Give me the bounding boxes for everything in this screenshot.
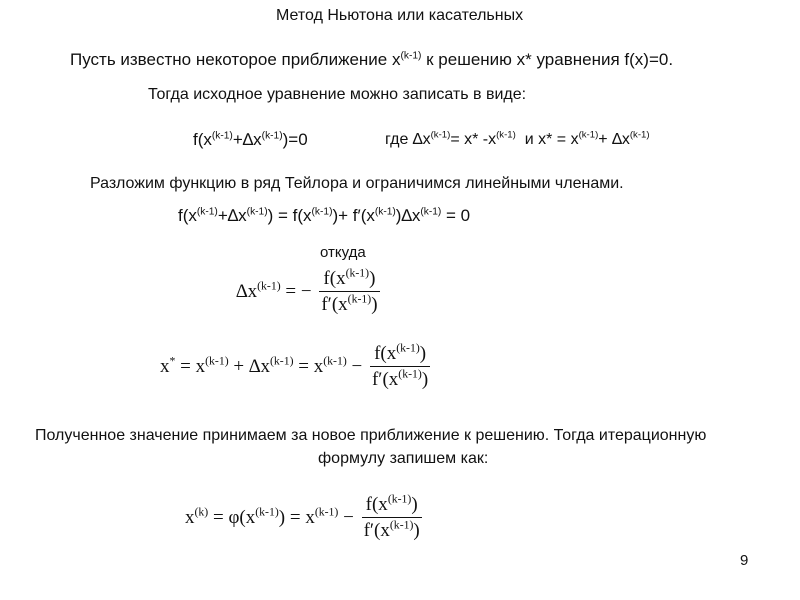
equation-3 — [236, 268, 383, 316]
eq2-part: = 0 — [441, 206, 471, 225]
eq3-eq: = − — [280, 281, 312, 302]
eq5-den: f′(x — [363, 520, 390, 541]
eq5-part: = φ(x — [208, 507, 256, 528]
eq2-sup: (k-1) — [420, 206, 442, 218]
eq2-part: )+ f′(x — [332, 206, 375, 225]
eq5-num-end: ) — [411, 494, 418, 515]
eq4-num: f(x — [374, 343, 397, 364]
eq2-part: +∆x — [217, 206, 247, 225]
eq2-part: ) = f(x — [267, 206, 312, 225]
eq1-sup: (k-1) — [261, 130, 283, 142]
eq3-num: f(x — [323, 268, 346, 289]
iteration-line: Полученное значение принимаем за новое приближение к решению. Тогда итерационную — [35, 427, 707, 444]
eq4-num-sup: (k-1) — [396, 341, 420, 355]
eq2-sup: (k-1) — [311, 206, 333, 218]
eq3-lhs: ∆x — [236, 281, 258, 302]
eq1-part: +∆x — [232, 130, 262, 149]
page-number: 9 — [740, 552, 749, 569]
eq4-sup: (k-1) — [205, 354, 229, 368]
eq3-fraction — [319, 268, 379, 316]
where-part: где ∆x — [385, 131, 431, 148]
eq1-part: )=0 — [282, 130, 308, 149]
eq2-part: )∆x — [395, 206, 421, 225]
eq4-fraction — [370, 343, 430, 391]
equation-4 — [160, 343, 433, 391]
eq4-part: = x — [293, 356, 324, 377]
eq2-sup: (k-1) — [246, 206, 268, 218]
eq1-part: f(x — [193, 130, 212, 149]
rewrite-line: Тогда исходное уравнение можно записать в виде: — [148, 86, 527, 103]
intro-sup: (k-1) — [400, 50, 422, 62]
slide-title: Метод Ньютона или касательных — [276, 7, 524, 24]
eq1-sup: (k-1) — [211, 130, 233, 142]
taylor-line: Разложим функцию в ряд Тейлора и ограничимся линейными членами. — [90, 175, 624, 192]
eq5-den-end: ) — [413, 520, 420, 541]
eq5-sup: (k-1) — [314, 505, 339, 519]
eq3-sup: (k-1) — [257, 279, 281, 293]
eq3-num-end: ) — [369, 268, 376, 289]
equation-1-where — [385, 131, 650, 149]
where-part: = x* -x — [450, 131, 497, 148]
eq4-sup: * — [169, 354, 176, 368]
intro-text-post: к решению x* уравнения f(x)=0. — [421, 50, 674, 69]
eq3-num-sup: (k-1) — [345, 266, 370, 280]
equation-2 — [178, 206, 470, 226]
where-sup: (k-1) — [496, 129, 516, 141]
eq2-sup: (k-1) — [374, 206, 396, 218]
eq3-den-end: ) — [371, 294, 378, 315]
where-sup: (k-1) — [578, 129, 599, 141]
eq5-num: f(x — [365, 494, 388, 515]
eq4-num-end: ) — [419, 343, 427, 364]
eq4-sup: (k-1) — [323, 354, 347, 368]
formula-line: формулу запишем как: — [318, 450, 489, 467]
eq5-den-sup: (k-1) — [389, 518, 414, 532]
eq4-part: = x — [175, 356, 206, 377]
eq5-part: x — [185, 507, 195, 528]
eq4-den: f′(x — [371, 369, 399, 390]
intro-text-pre: Пусть известно некоторое приближение x — [70, 50, 401, 69]
where-part: + ∆x — [598, 131, 630, 148]
eq5-sup: (k) — [194, 505, 209, 519]
equation-5 — [185, 494, 425, 542]
eq4-part: + ∆x — [228, 356, 270, 377]
eq5-sup: (k-1) — [255, 505, 279, 519]
eq3-den-sup: (k-1) — [347, 292, 372, 306]
otkuda-label: откуда — [320, 244, 366, 261]
intro-line — [70, 50, 673, 70]
eq2-sup: (k-1) — [196, 206, 218, 218]
eq4-sup: (k-1) — [269, 354, 294, 368]
where-sup: (k-1) — [629, 129, 650, 141]
equation-1 — [193, 130, 308, 150]
eq2-part: f(x — [178, 206, 197, 225]
where-sup: (k-1) — [430, 129, 451, 141]
eq5-num-sup: (k-1) — [387, 492, 412, 506]
eq5-part: − — [338, 507, 354, 528]
eq5-part: ) = x — [278, 507, 315, 528]
eq4-part: − — [346, 356, 363, 377]
eq4-den-end: ) — [421, 369, 429, 390]
eq5-fraction — [362, 494, 422, 542]
eq3-den: f′(x — [321, 294, 348, 315]
eq4-den-sup: (k-1) — [398, 367, 422, 381]
eq4-part: x — [160, 356, 170, 377]
where-part: и x* = x — [515, 131, 579, 148]
